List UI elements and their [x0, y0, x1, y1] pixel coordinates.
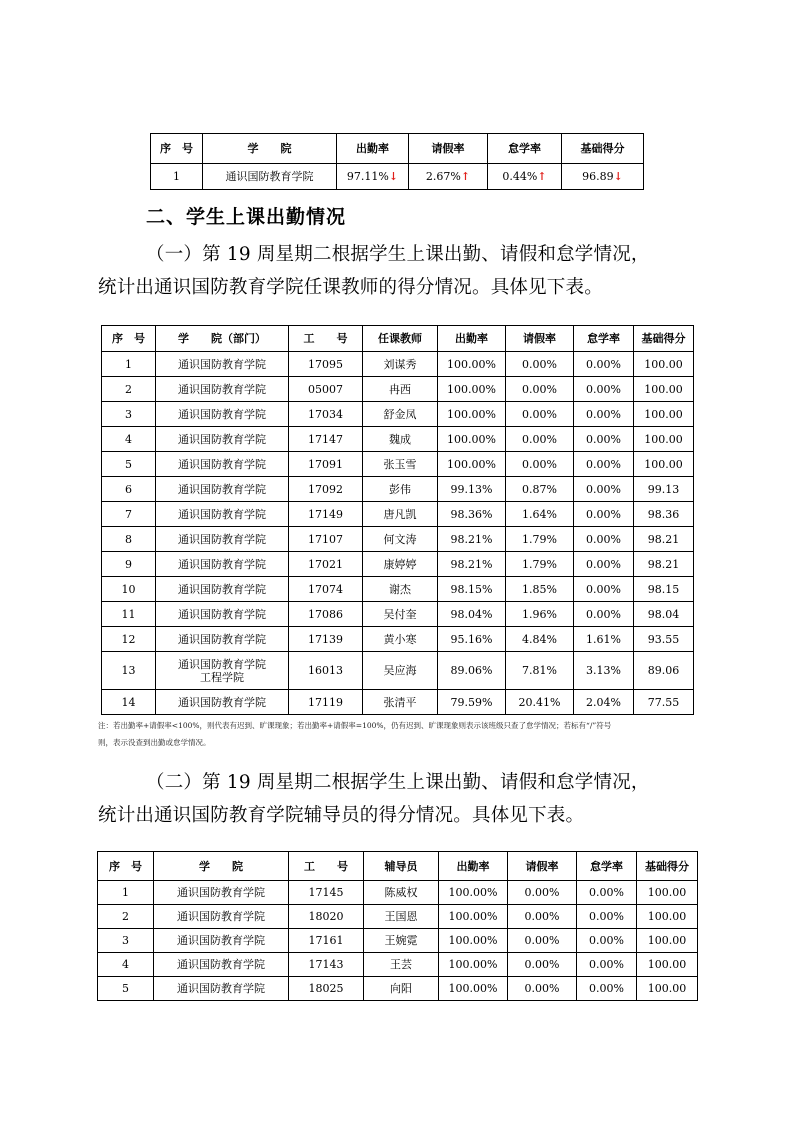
index-cell: 10: [102, 577, 156, 602]
truancy-cell: 1.61%: [574, 627, 634, 652]
score-cell: 100.00: [637, 881, 698, 905]
college-cell: 通识国防教育学院: [156, 690, 289, 715]
header-index: 序 号: [98, 852, 154, 881]
name-cell: 王芸: [364, 953, 439, 977]
staff-id-cell: 17091: [289, 452, 363, 477]
arrow-up-icon: ↑: [460, 170, 471, 183]
counselor-header-row: [98, 852, 698, 881]
index-cell: 1: [102, 352, 156, 377]
college-cell: 通识国防教育学院: [156, 577, 289, 602]
table-row: [102, 602, 694, 627]
table-row: [102, 552, 694, 577]
leave-cell: 0.00%: [508, 953, 577, 977]
score-cell: 98.15: [634, 577, 694, 602]
header-college-dept: 学 院（部门）: [156, 326, 289, 352]
header-staff-id: 工 号: [289, 852, 364, 881]
index-cell: 7: [102, 502, 156, 527]
summary-header-row: [151, 134, 644, 164]
staff-id-cell: 17086: [289, 602, 363, 627]
truancy-cell: 0.00%: [574, 552, 634, 577]
staff-id-cell: 17143: [289, 953, 364, 977]
college-cell: 通识国防教育学院: [156, 452, 289, 477]
summary-leave-cell: [409, 164, 488, 190]
staff-id-cell: 17092: [289, 477, 363, 502]
summary-score-cell: [562, 164, 644, 190]
score-cell: 100.00: [634, 377, 694, 402]
attendance-cell: 98.15%: [438, 577, 506, 602]
truancy-cell: 2.04%: [574, 690, 634, 715]
staff-id-cell: 17095: [289, 352, 363, 377]
table-note-line2: 则，表示没查到出勤或怠学情况。: [98, 738, 211, 747]
attendance-cell: 100.00%: [438, 452, 506, 477]
staff-id-cell: 17149: [289, 502, 363, 527]
header-score: 基础得分: [637, 852, 698, 881]
truancy-cell: 0.00%: [574, 502, 634, 527]
index-cell: 12: [102, 627, 156, 652]
summary-college: 通识国防教育学院: [203, 164, 337, 190]
college-cell: 通识国防教育学院: [154, 881, 289, 905]
header-score: 基础得分: [634, 326, 694, 352]
score-cell: 100.00: [634, 352, 694, 377]
name-cell: 唐凡凯: [363, 502, 438, 527]
staff-id-cell: 17021: [289, 552, 363, 577]
college-cell: 通识国防教育学院: [156, 377, 289, 402]
header-college: 学 院: [203, 134, 337, 164]
attendance-cell: 89.06%: [438, 652, 506, 690]
summary-leave: 2.67%: [425, 170, 461, 183]
header-score: 基础得分: [562, 134, 644, 164]
score-cell: 93.55: [634, 627, 694, 652]
attendance-cell: 100.00%: [438, 427, 506, 452]
paragraph-teachers-line1: （一）第 19 周星期二根据学生上课出勤、请假和怠学情况，: [146, 244, 650, 265]
attendance-cell: 98.04%: [438, 602, 506, 627]
index-cell: 13: [102, 652, 156, 690]
header-attendance: 出勤率: [439, 852, 508, 881]
staff-id-cell: 16013: [289, 652, 363, 690]
table-row: [102, 377, 694, 402]
truancy-cell: 0.00%: [574, 602, 634, 627]
staff-id-cell: 17147: [289, 427, 363, 452]
staff-id-cell: 17034: [289, 402, 363, 427]
table-row: [102, 577, 694, 602]
section-heading: 二、学生上课出勤情况: [146, 206, 347, 228]
score-cell: 98.21: [634, 552, 694, 577]
summary-score: 96.89: [582, 170, 614, 183]
paragraph-counselors-line1: （二）第 19 周星期二根据学生上课出勤、请假和怠学情况，: [146, 772, 650, 793]
table-row: [102, 352, 694, 377]
staff-id-cell: 18025: [289, 977, 364, 1001]
score-cell: 99.13: [634, 477, 694, 502]
score-cell: 98.21: [634, 527, 694, 552]
name-cell: 吴付奎: [363, 602, 438, 627]
leave-cell: 0.00%: [506, 352, 574, 377]
truancy-cell: 0.00%: [577, 929, 637, 953]
score-cell: 100.00: [637, 977, 698, 1001]
table-row: [98, 881, 698, 905]
index-cell: 14: [102, 690, 156, 715]
table-row: [98, 905, 698, 929]
leave-cell: 0.00%: [508, 905, 577, 929]
name-cell: 张玉雪: [363, 452, 438, 477]
table-row: [102, 690, 694, 715]
teacher-table-body: [102, 352, 694, 715]
name-cell: 康婷婷: [363, 552, 438, 577]
name-cell: 张清平: [363, 690, 438, 715]
score-cell: 100.00: [637, 953, 698, 977]
leave-cell: 1.79%: [506, 527, 574, 552]
truancy-cell: 0.00%: [574, 402, 634, 427]
truancy-cell: 0.00%: [574, 527, 634, 552]
header-college: 学 院: [154, 852, 289, 881]
paragraph-counselors: [98, 766, 698, 832]
truancy-cell: 0.00%: [574, 352, 634, 377]
name-cell: 吴应海: [363, 652, 438, 690]
leave-cell: 0.00%: [506, 377, 574, 402]
table-row: [98, 953, 698, 977]
table-row: [102, 502, 694, 527]
college-cell: 通识国防教育学院: [156, 352, 289, 377]
table-row: [102, 452, 694, 477]
index-cell: 11: [102, 602, 156, 627]
college-cell: 通识国防教育学院: [156, 602, 289, 627]
attendance-cell: 100.00%: [438, 402, 506, 427]
staff-id-cell: 18020: [289, 905, 364, 929]
paragraph-teachers: [98, 238, 698, 304]
header-truancy: 怠学率: [574, 326, 634, 352]
attendance-cell: 100.00%: [439, 905, 508, 929]
teacher-header-row: [102, 326, 694, 352]
header-counselor: 辅导员: [364, 852, 439, 881]
leave-cell: 1.85%: [506, 577, 574, 602]
score-cell: 98.04: [634, 602, 694, 627]
summary-truancy: 0.44%: [502, 170, 538, 183]
table-row: [102, 427, 694, 452]
summary-attendance-cell: [337, 164, 409, 190]
header-attendance: 出勤率: [438, 326, 506, 352]
index-cell: 2: [102, 377, 156, 402]
header-index: 序 号: [151, 134, 203, 164]
leave-cell: 0.00%: [508, 929, 577, 953]
name-cell: 向阳: [364, 977, 439, 1001]
index-cell: 1: [98, 881, 154, 905]
college-cell: 通识国防教育学院: [156, 502, 289, 527]
table-row: [102, 402, 694, 427]
name-cell: 谢杰: [363, 577, 438, 602]
index-cell: 9: [102, 552, 156, 577]
college-cell: 通识国防教育学院: [154, 953, 289, 977]
college-cell: 通识国防教育学院: [154, 905, 289, 929]
leave-cell: 20.41%: [506, 690, 574, 715]
truancy-cell: 0.00%: [574, 427, 634, 452]
staff-id-cell: 17161: [289, 929, 364, 953]
table-row: [102, 477, 694, 502]
table-row: [102, 627, 694, 652]
attendance-cell: 99.13%: [438, 477, 506, 502]
leave-cell: 0.00%: [506, 427, 574, 452]
leave-cell: 1.96%: [506, 602, 574, 627]
score-cell: 100.00: [637, 929, 698, 953]
header-truancy: 怠学率: [577, 852, 637, 881]
college-cell: 通识国防教育学院 工程学院: [156, 652, 289, 690]
truancy-cell: 0.00%: [577, 977, 637, 1001]
summary-attendance: 97.11%: [346, 170, 389, 183]
leave-cell: 0.00%: [508, 977, 577, 1001]
staff-id-cell: 17139: [289, 627, 363, 652]
college-cell: 通识国防教育学院: [156, 527, 289, 552]
leave-cell: 0.87%: [506, 477, 574, 502]
leave-cell: 0.00%: [508, 881, 577, 905]
attendance-cell: 98.21%: [438, 527, 506, 552]
score-cell: 98.36: [634, 502, 694, 527]
name-cell: 彭伟: [363, 477, 438, 502]
leave-cell: 0.00%: [506, 402, 574, 427]
staff-id-cell: 17119: [289, 690, 363, 715]
header-truancy: 怠学率: [488, 134, 562, 164]
college-cell: 通识国防教育学院: [156, 552, 289, 577]
table-row: [102, 527, 694, 552]
summary-truancy-cell: [488, 164, 562, 190]
truancy-cell: 0.00%: [574, 477, 634, 502]
staff-id-cell: 05007: [289, 377, 363, 402]
staff-id-cell: 17107: [289, 527, 363, 552]
arrow-down-icon: ↓: [613, 170, 623, 183]
truancy-cell: 0.00%: [574, 452, 634, 477]
attendance-cell: 100.00%: [439, 977, 508, 1001]
header-attendance: 出勤率: [337, 134, 409, 164]
arrow-down-icon: ↓: [388, 170, 399, 183]
header-leave: 请假率: [409, 134, 488, 164]
attendance-cell: 98.21%: [438, 552, 506, 577]
leave-cell: 0.00%: [506, 452, 574, 477]
table-row: [102, 652, 694, 690]
name-cell: 王婉霓: [364, 929, 439, 953]
score-cell: 100.00: [637, 905, 698, 929]
score-cell: 100.00: [634, 402, 694, 427]
table-note: [98, 717, 698, 751]
index-cell: 5: [102, 452, 156, 477]
index-cell: 3: [98, 929, 154, 953]
header-staff-id: 工 号: [289, 326, 363, 352]
index-cell: 8: [102, 527, 156, 552]
table-row: [98, 929, 698, 953]
name-cell: 冉西: [363, 377, 438, 402]
score-cell: 100.00: [634, 452, 694, 477]
attendance-cell: 98.36%: [438, 502, 506, 527]
arrow-up-icon: ↑: [537, 170, 547, 183]
paragraph-counselors-line2: 统计出通识国防教育学院辅导员的得分情况。具体见下表。: [98, 805, 585, 826]
truancy-cell: 0.00%: [574, 577, 634, 602]
attendance-cell: 95.16%: [438, 627, 506, 652]
truancy-cell: 3.13%: [574, 652, 634, 690]
name-cell: 刘谋秀: [363, 352, 438, 377]
paragraph-teachers-line2: 统计出通识国防教育学院任课教师的得分情况。具体见下表。: [98, 277, 603, 298]
score-cell: 89.06: [634, 652, 694, 690]
table-row: [98, 977, 698, 1001]
index-cell: 5: [98, 977, 154, 1001]
attendance-cell: 79.59%: [438, 690, 506, 715]
index-cell: 3: [102, 402, 156, 427]
counselor-table-body: [98, 881, 698, 1001]
counselor-table: [97, 851, 698, 1001]
attendance-cell: 100.00%: [439, 881, 508, 905]
summary-index: 1: [151, 164, 203, 190]
truancy-cell: 0.00%: [574, 377, 634, 402]
name-cell: 黄小寒: [363, 627, 438, 652]
summary-row: [151, 164, 644, 190]
name-cell: 魏成: [363, 427, 438, 452]
score-cell: 77.55: [634, 690, 694, 715]
college-cell: 通识国防教育学院: [156, 402, 289, 427]
leave-cell: 7.81%: [506, 652, 574, 690]
index-cell: 6: [102, 477, 156, 502]
attendance-cell: 100.00%: [438, 377, 506, 402]
truancy-cell: 0.00%: [577, 953, 637, 977]
table-note-line1: 注：若出勤率+请假率<100%，则代表有迟到、旷课现象；若出勤率+请假率=100%，仍有迟到、旷课现象则表示该班级只查了怠学情况；若标有“/”符号: [98, 721, 612, 730]
summary-table: [150, 133, 644, 190]
name-cell: 舒金凤: [363, 402, 438, 427]
staff-id-cell: 17145: [289, 881, 364, 905]
truancy-cell: 0.00%: [577, 905, 637, 929]
index-cell: 4: [98, 953, 154, 977]
college-cell: 通识国防教育学院: [156, 427, 289, 452]
name-cell: 何文涛: [363, 527, 438, 552]
header-leave: 请假率: [506, 326, 574, 352]
leave-cell: 1.79%: [506, 552, 574, 577]
header-leave: 请假率: [508, 852, 577, 881]
staff-id-cell: 17074: [289, 577, 363, 602]
name-cell: 陈威权: [364, 881, 439, 905]
college-cell: 通识国防教育学院: [156, 627, 289, 652]
name-cell: 王国恩: [364, 905, 439, 929]
leave-cell: 4.84%: [506, 627, 574, 652]
attendance-cell: 100.00%: [438, 352, 506, 377]
college-cell: 通识国防教育学院: [154, 929, 289, 953]
leave-cell: 1.64%: [506, 502, 574, 527]
attendance-cell: 100.00%: [439, 929, 508, 953]
header-index: 序 号: [102, 326, 156, 352]
index-cell: 2: [98, 905, 154, 929]
college-cell: 通识国防教育学院: [154, 977, 289, 1001]
truancy-cell: 0.00%: [577, 881, 637, 905]
score-cell: 100.00: [634, 427, 694, 452]
index-cell: 4: [102, 427, 156, 452]
college-cell: 通识国防教育学院: [156, 477, 289, 502]
teacher-table: [101, 325, 694, 715]
header-teacher: 任课教师: [363, 326, 438, 352]
attendance-cell: 100.00%: [439, 953, 508, 977]
